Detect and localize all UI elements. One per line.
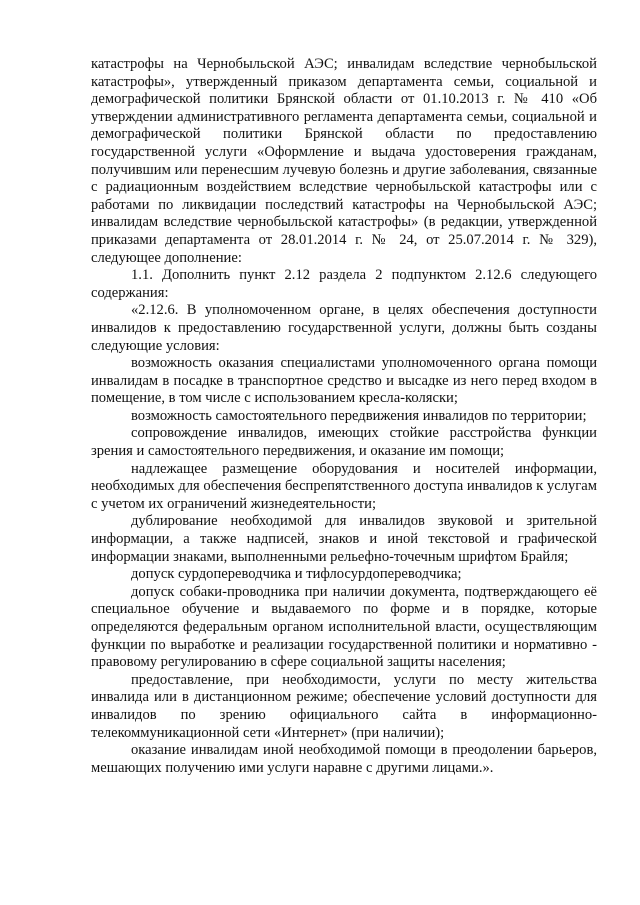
document-body [91,56,597,777]
condition-sign-interpreter: допуск сурдопереводчика и тифлосурдопереводчика; [131,566,462,583]
condition-escort: сопровождение инвалидов, имеющих стойкие расстройства функции зрения и самостоятельного передвижения, и оказание им помощи; [91,425,597,460]
condition-guide-dog: допуск собаки-проводника при наличии документа, подтверждающего её специальное обучение и выдаваемого по форме и в порядке, которые определяются федеральным органом исполнительной власти, осуществляющим функции по выработке и реализации государственной политики и нормативно - правовому регулированию в сфере социальной защиты населения; [91,583,597,671]
condition-equipment-placement: надлежащее размещение оборудования и носителей информации, необходимых для обеспечения беспрепятственного доступа инвалидов к услугам с учетом их ограничений жизнедеятельности; [91,460,597,512]
condition-independent-movement: возможность самостоятельного передвижения инвалидов по территории; [131,407,587,424]
paragraph-1-1: 1.1. Дополнить пункт 2.12 раздела 2 подпунктом 2.12.6 следующего содержания: [91,267,597,301]
condition-braille-duplication: дублирование необходимой для инвалидов звуковой и зрительной информации, а также надписей, знаков и иной текстовой и графической информации знаками, выполненными рельефно-точечным шрифтом Брайля; [91,513,597,565]
paragraph-2-12-6: «2.12.6. В уполномоченном органе, в целях обеспечения доступности инвалидов к предоставлению государственной услуги, должны быть созданы следующие условия: [91,302,597,354]
condition-boarding-assistance: возможность оказания специалистами уполномоченного органа помощи инвалидам в посадке в транспортное средство и высадке из него перед входом в помещение, в том числе с использованием кресла-коляски; [91,355,597,407]
intro-paragraph: катастрофы на Чернобыльской АЭС; инвалидам вследствие чернобыльской катастрофы», утвержденный приказом департамента семьи, социальной и демографической политики Брянской области от 01.10.2013 г. № 410 «Об утверждении административного регламента департамента семьи, социальной и демографической политики Брянской области по предоставлению государственной услуги «Оформление и выдача удостоверения гражданам, получившим или перенесшим лучевую болезнь и другие заболевания, связанные с радиационным воздействием вследствие чернобыльской катастрофы или с работами по ликвидации последствий катастрофы на Чернобыльской АЭС; инвалидам вследствие чернобыльской катастрофы» (в редакции, утвержденной приказами департамента от 28.01.2014 г. № 24, от 25.07.2014 г. № 329), следующее дополнение: [91,56,597,266]
condition-other-assistance: оказание инвалидам иной необходимой помощи в преодолении барьеров, мешающих получению ими услуги наравне с другими лицами.». [91,742,597,776]
condition-remote-service: предоставление, при необходимости, услуги по месту жительства инвалида или в дистанционном режиме; обеспечение условий доступности для инвалидов по зрению официального сайта в информационно-телекоммуникационной сети «Интернет» (при наличии); [91,671,597,741]
